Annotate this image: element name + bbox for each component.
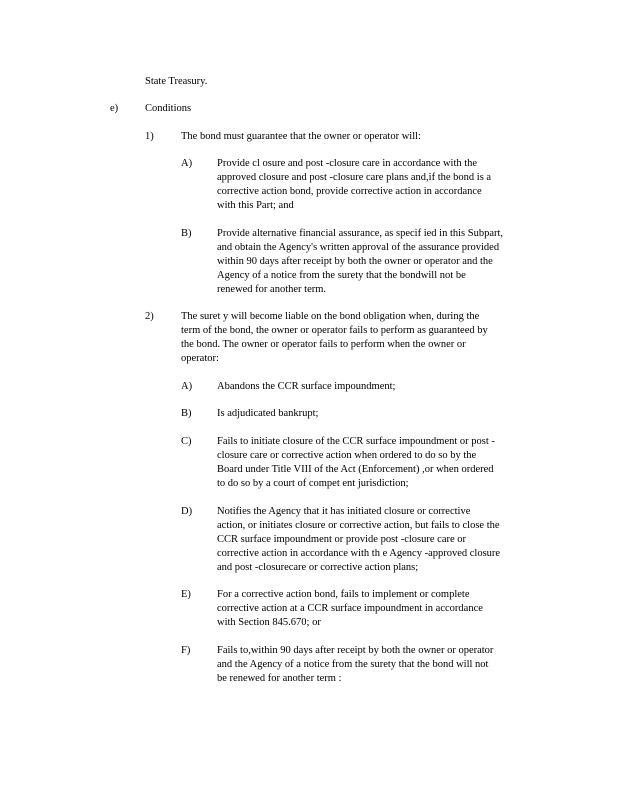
paragraph-line: the bond. The owner or operator fails to perform when the owner or [181, 338, 466, 350]
section-title: Conditions [145, 103, 192, 114]
paragraph-line: CCR surface impoundment or provide post -closure care or [217, 533, 467, 545]
paragraph-line: Board under Title VIII of the Act (Enforcement) ,or when ordered [217, 463, 494, 475]
item-2-d-paragraph [217, 505, 500, 575]
item-2-f-paragraph [217, 644, 493, 686]
paragraph-line: closure care or corrective action when ordered to do so by the [217, 449, 477, 461]
paragraph-line: term of the bond, the owner or operator fails to perform as guaranteed by [181, 324, 488, 336]
item-1-label: 1) [145, 131, 154, 142]
paragraph-line: corrective action bond, provide corrective action in accordance [217, 185, 482, 197]
paragraph-line: approved closure and post -closure care plans and,if the bond is a [217, 171, 492, 183]
paragraph-line: and post -closurecare or corrective action plans; [217, 561, 419, 573]
intro-line: State Treasury. [145, 76, 208, 87]
paragraph-line: For a corrective action bond, fails to implement or complete [217, 589, 470, 600]
item-1-b-label: B) [181, 228, 192, 239]
item-2-d-label: D) [181, 506, 193, 517]
item-2-a-text: Abandons the CCR surface impoundment; [217, 381, 396, 392]
item-1-b-paragraph [217, 227, 503, 297]
item-2-f-label: F) [181, 645, 191, 656]
paragraph-line: action, or initiates closure or corrective action, but fails to close the [217, 519, 500, 531]
item-1-a-paragraph [217, 157, 491, 213]
item-2-b-text: Is adjudicated bankrupt; [217, 408, 319, 419]
paragraph-line: corrective action at a CCR surface impoundment in accordance [217, 602, 483, 614]
paragraph-line: Agency of a notice from the surety that the bondwill not be [217, 269, 466, 281]
item-2-e-paragraph [217, 588, 483, 630]
paragraph-line: Fails to,within 90 days after receipt by both the owner or operator [217, 645, 494, 656]
item-2-a-label: A) [181, 381, 193, 392]
paragraph-line: be renewed for another term : [217, 672, 342, 684]
paragraph-line: Provide cl osure and post -closure care in accordance with the [217, 158, 478, 169]
item-1-a-label: A) [181, 158, 193, 169]
item-2-c-paragraph [217, 435, 495, 491]
paragraph-line: with this Part; and [217, 199, 294, 211]
item-2-c-label: C) [181, 436, 192, 447]
paragraph-line: with Section 845.670; or [217, 616, 321, 628]
paragraph-line: and obtain the Agency's written approval of the assurance provided [217, 241, 500, 253]
paragraph-line: operator: [181, 352, 219, 364]
item-2-b-label: B) [181, 408, 192, 419]
item-1-text: The bond must guarantee that the owner or operator will: [181, 131, 421, 142]
paragraph-line: Provide alternative financial assurance, as specif ied in this Subpart, [217, 228, 504, 239]
item-2-paragraph [181, 310, 488, 366]
paragraph-line: corrective action in accordance with th e Agency -approved closure [217, 547, 501, 559]
paragraph-line: Notifies the Agency that it has initiated closure or corrective [217, 506, 471, 517]
paragraph-line: to do so by a court of compet ent jurisdiction; [217, 477, 409, 489]
item-2-e-label: E) [181, 589, 191, 600]
paragraph-line: within 90 days after receipt by both the owner or operator and the [217, 255, 493, 267]
paragraph-line: The suret y will become liable on the bond obligation when, during the [181, 311, 480, 322]
item-2-label: 2) [145, 311, 154, 322]
paragraph-line: renewed for another term. [217, 283, 327, 295]
paragraph-line: and the Agency of a notice from the surety that the bond will not [217, 658, 489, 670]
section-label: e) [110, 103, 119, 114]
paragraph-line: Fails to initiate closure of the CCR surface impoundment or post - [217, 436, 495, 447]
